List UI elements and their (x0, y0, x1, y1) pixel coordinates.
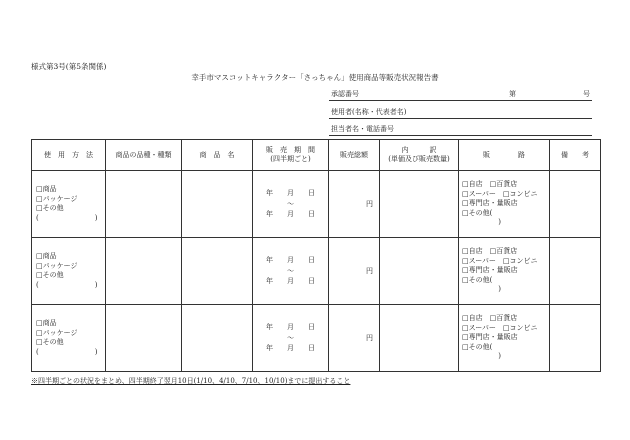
approval-number-label: 承認番号 (331, 90, 359, 98)
remarks-cell[interactable] (550, 305, 601, 372)
breakdown-cell[interactable] (380, 305, 459, 372)
footnote: ※四半期ごとの状況をまとめ、四半期終了翌月10日(1/10、4/10、7/10、10/10)までに提出すること (31, 377, 351, 385)
channel-cell[interactable] (459, 305, 550, 372)
header-breakdown (380, 140, 459, 171)
header-total: 販売総額 (329, 140, 380, 171)
approval-dai-label: 第 (509, 90, 516, 98)
usage-option-package[interactable]: □パッケージ (36, 261, 78, 270)
header-row (32, 140, 601, 171)
total-cell[interactable] (329, 171, 380, 238)
table-row (32, 305, 601, 372)
usage-cell[interactable] (32, 171, 106, 238)
header-channel: 販 路 (459, 140, 550, 171)
usage-other-paren[interactable]: ( ) (36, 347, 98, 356)
usage-cell[interactable] (32, 238, 106, 305)
header-product-name: 商 品 名 (182, 140, 253, 171)
period-cell[interactable] (253, 305, 329, 372)
header-breakdown-line2: (単価及び販売数量) (388, 155, 450, 163)
total-cell[interactable] (329, 238, 380, 305)
period-cell[interactable] (253, 171, 329, 238)
usage-option-package[interactable]: □パッケージ (36, 328, 78, 337)
contact-field[interactable] (329, 124, 592, 136)
period-cell[interactable] (253, 238, 329, 305)
channel-line4[interactable]: □その他( (462, 275, 493, 284)
channel-line1[interactable]: □自店 □百貨店 (462, 247, 518, 256)
header-period (253, 140, 329, 171)
channel-line4[interactable]: □その他( (462, 342, 493, 351)
header-breakdown-line1: 内 訳 (401, 146, 437, 154)
usage-cell[interactable] (32, 305, 106, 372)
product-name-cell[interactable] (182, 171, 253, 238)
product-type-cell[interactable] (106, 171, 182, 238)
usage-option-product[interactable]: □商品 (36, 252, 57, 260)
channel-line5: ) (498, 218, 501, 227)
product-type-cell[interactable] (106, 238, 182, 305)
approval-go-label: 号 (583, 90, 590, 98)
header-usage: 使 用 方 法 (32, 140, 106, 171)
channel-line5: ) (498, 285, 501, 294)
approval-number-field[interactable] (329, 89, 592, 101)
channel-line3[interactable]: □専門店・量販店 (462, 266, 518, 275)
channel-line3[interactable]: □専門店・量販店 (462, 199, 518, 208)
period-start: 年 月 日 (266, 323, 315, 332)
usage-option-other[interactable]: □その他 (36, 271, 64, 279)
yen-label: 円 (366, 200, 373, 208)
channel-line1[interactable]: □自店 □百貨店 (462, 180, 518, 189)
user-name-field[interactable] (329, 107, 592, 119)
channel-line2[interactable]: □スーパー □コンビニ (462, 323, 538, 332)
contact-label: 担当者名・電話番号 (331, 125, 394, 133)
remarks-cell[interactable] (550, 171, 601, 238)
channel-line1[interactable]: □自店 □百貨店 (462, 314, 518, 323)
period-end: 年 月 日 (266, 277, 315, 286)
period-tilde: ～ (287, 333, 294, 342)
user-name-label: 使用者(名称・代表者名) (331, 108, 407, 116)
yen-label: 円 (366, 267, 373, 275)
period-tilde: ～ (287, 266, 294, 275)
breakdown-cell[interactable] (380, 171, 459, 238)
header-period-line1: 販 売 期 間 (266, 146, 315, 154)
product-name-cell[interactable] (182, 238, 253, 305)
period-tilde: ～ (287, 199, 294, 208)
channel-line2[interactable]: □スーパー □コンビニ (462, 189, 538, 198)
channel-line5: ) (498, 352, 501, 361)
form-number: 様式第3号(第5条関係) (31, 62, 107, 71)
period-start: 年 月 日 (266, 189, 315, 198)
table-row (32, 171, 601, 238)
table-row (32, 238, 601, 305)
period-start: 年 月 日 (266, 256, 315, 265)
channel-line2[interactable]: □スーパー □コンビニ (462, 256, 538, 265)
usage-option-product[interactable]: □商品 (36, 185, 57, 193)
header-period-line2: (四半期ごと) (270, 155, 311, 163)
remarks-cell[interactable] (550, 238, 601, 305)
usage-other-paren[interactable]: ( ) (36, 213, 98, 222)
sales-report-table (31, 139, 601, 372)
channel-cell[interactable] (459, 171, 550, 238)
channel-line4[interactable]: □その他( (462, 208, 493, 217)
usage-option-package[interactable]: □パッケージ (36, 194, 78, 203)
channel-cell[interactable] (459, 238, 550, 305)
period-end: 年 月 日 (266, 344, 315, 353)
usage-option-product[interactable]: □商品 (36, 319, 57, 327)
yen-label: 円 (366, 334, 373, 342)
total-cell[interactable] (329, 305, 380, 372)
channel-line3[interactable]: □専門店・量販店 (462, 333, 518, 342)
document-title: 幸手市マスコットキャラクター「さっちゃん」使用商品等販売状況報告書 (191, 73, 439, 82)
usage-option-other[interactable]: □その他 (36, 338, 64, 346)
header-product-type: 商品の品種・種類 (106, 140, 182, 171)
product-name-cell[interactable] (182, 305, 253, 372)
usage-option-other[interactable]: □その他 (36, 204, 64, 212)
header-remarks: 備 考 (550, 140, 601, 171)
product-type-cell[interactable] (106, 305, 182, 372)
period-end: 年 月 日 (266, 210, 315, 219)
breakdown-cell[interactable] (380, 238, 459, 305)
usage-other-paren[interactable]: ( ) (36, 280, 98, 289)
